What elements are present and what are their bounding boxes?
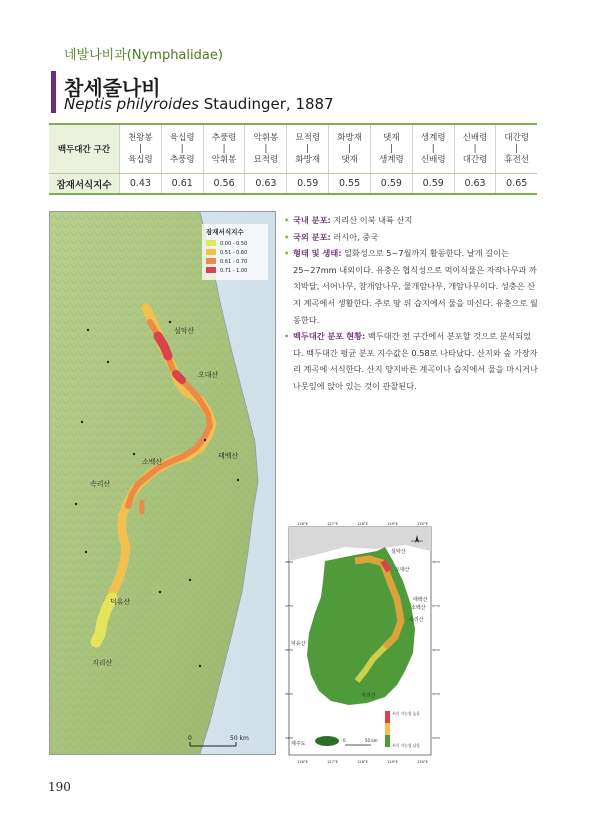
bullet-dot-icon: • [284,231,290,242]
latitude-label: 36°N [432,648,440,652]
place-label-sobaek: 소백산 [142,458,163,466]
longitude-label: 128°E [357,760,368,764]
section-to: 대간령 [462,154,488,165]
latitude-label: 34°N [432,736,440,740]
section-row [49,124,537,174]
latitude-label: 38°N [285,560,293,564]
section-cell [412,124,454,174]
section-sep: | [473,143,477,154]
description-label: 형태 및 생태: [293,248,342,259]
ridge-hotspot-odae [176,374,182,380]
overview-place-odae: 오대산 [395,567,410,573]
survey-point [189,579,191,581]
description-label: 국외 분포: [293,231,331,242]
place-label-taebaek: 태백산 [218,452,239,460]
description-item [284,245,541,328]
section-from: 추풍령 [211,132,237,143]
index-row [49,174,537,195]
index-value-cell: 0.63 [245,174,287,195]
section-from: 대간령 [504,132,530,143]
section-from: 댓재 [383,132,400,143]
section-sep: | [138,143,142,154]
section-sep: | [348,143,351,154]
legend-low-label: 서식 가능성 낮음 [392,743,421,748]
index-value-cell: 0.56 [203,174,245,195]
species-description-list [284,212,541,395]
longitude-label: 128°E [357,522,368,526]
legend-swatch [206,267,216,273]
section-sep: | [180,143,184,154]
latitude-label: 34°N [285,736,293,740]
title-accent-bar [51,71,56,113]
latitude-label: 37°N [432,604,440,608]
map-legend [202,224,268,280]
longitude-label: 126°E [297,522,308,526]
index-value-cell: 0.59 [287,174,329,195]
latitude-label: 38°N [432,560,440,564]
section-from: 묘적령 [295,132,321,143]
section-sep: | [515,143,519,154]
habitat-index-table [49,123,537,195]
page-number: 190 [48,780,71,794]
section-to: 화방재 [295,154,321,165]
longitude-label: 127°E [327,760,338,764]
longitude-label: 129°E [387,522,398,526]
legend-swatch [206,240,216,246]
description-item [284,229,541,246]
overview-place-seorak: 설악산 [391,549,406,555]
index-row-header: 잠재서식지수 [49,174,120,195]
section-sep: | [431,143,435,154]
section-cell [120,124,162,174]
index-value-cell: 0.65 [496,174,537,195]
legend-label: 0.71 - 1.00 [220,268,248,274]
section-cell [287,124,329,174]
overview-scale-zero: 0 [343,738,346,743]
place-label-deogyu: 덕유산 [110,598,131,606]
section-to: 악휘봉 [211,154,237,165]
legend-label: 0.00 - 0.50 [220,241,248,247]
index-value-cell: 0.55 [329,174,371,195]
baekdudaegan-habitat-map [49,211,276,755]
section-from: 생계령 [420,132,446,143]
survey-point [75,503,77,505]
legend-swatch [206,249,216,255]
section-cell [496,124,537,174]
survey-point [107,361,109,363]
legend-high-label: 서식 가능성 높음 [392,711,421,716]
section-sep: | [264,143,268,154]
index-value-cell: 0.43 [120,174,162,195]
section-to: 신배령 [420,154,446,165]
overview-place-deogyu: 덕유산 [291,641,306,647]
bullet-dot-icon: • [284,215,290,225]
overview-place-jeju: 제주도 [291,741,306,747]
description-label: 국내 분포: [293,215,331,225]
section-cell [203,124,245,174]
index-value-cell: 0.63 [454,174,496,195]
section-from: 육십령 [169,132,195,143]
description-label: 백두대간 분포 현황: [293,331,366,342]
survey-point [133,453,135,455]
section-cell [370,124,412,174]
scale-zero: 0 [188,735,192,742]
longitude-label: 129°E [387,760,398,764]
latitude-label: 35°N [432,692,440,696]
overview-place-taebaek: 태백산 [413,597,428,603]
overview-place-jiri: 지리산 [361,693,376,699]
longitude-label: 130°E [417,522,428,526]
section-sep: | [306,143,310,154]
latitude-label: 36°N [285,648,293,652]
longitude-label: 130°E [417,760,428,764]
survey-point [199,665,201,667]
overview-place-sobaek: 소백산 [411,605,426,611]
overview-place-songni: 속리산 [409,617,424,623]
description-item [284,328,541,394]
place-label-songni: 속리산 [90,480,111,488]
index-value-cell: 0.59 [412,174,454,195]
place-label-seorak: 설악산 [174,327,195,335]
species-title-scientific [64,95,334,113]
survey-point [85,551,87,553]
survey-point [169,321,171,323]
jeju-island [315,736,339,746]
legend-title: 잠재서식지수 [206,228,244,236]
habitat-map-svg [50,212,275,754]
section-from: 천왕봉 [128,132,153,143]
section-cell [454,124,496,174]
section-from: 화방재 [337,132,362,143]
longitude-label: 126°E [297,760,308,764]
place-label-odae: 오대산 [198,371,219,379]
survey-point [204,439,206,441]
overview-scale-max: 50 km [365,738,378,743]
scientific-author: Staudinger, 1887 [203,95,334,113]
section-row-header: 백두대간 구간 [49,124,120,174]
description-text: 러시아, 중국 [333,231,379,242]
section-to: 추풍령 [169,154,195,165]
bullet-dot-icon: • [284,331,290,342]
description-text: 백두대간 전 구간에서 분포할 것으로 분석되었다. 백두대간 평균 분포 지수값은 0.58로 나타났다. 산지와 숲 가장자리 계곡에 서식한다. 산지 양지바른 계곡이나 습지에서 물을 마시거나 나뭇잎에 앉아 있는 것이 관찰된다. [293,331,538,391]
section-from: 신배령 [462,132,488,143]
survey-point [87,329,89,331]
survey-point [237,479,239,481]
section-cell [245,124,287,174]
index-value-cell: 0.59 [370,174,412,195]
korea-overview-map [285,521,440,767]
section-sep: | [389,143,393,154]
description-item [284,212,541,229]
latitude-label: 35°N [285,692,293,696]
scale-max: 50 km [230,735,249,742]
section-from: 악휘봉 [253,132,279,143]
section-cell [329,124,371,174]
section-to: 생계령 [379,154,404,165]
legend-label: 0.51 - 0.60 [220,250,248,256]
legend-ramp-mid [385,723,390,735]
survey-point [81,421,83,423]
section-to: 댓재 [341,154,358,165]
overview-map-svg [285,521,440,767]
legend-ramp-low [385,735,390,747]
section-cell [161,124,203,174]
section-sep: | [222,143,226,154]
longitude-label: 127°E [327,522,338,526]
scientific-binomial: Neptis philyroides [64,95,199,113]
section-to: 묘적령 [253,154,279,165]
legend-swatch [206,258,216,264]
species-title-korean: 참세줄나비 [64,76,161,100]
section-to: 육십령 [128,154,153,165]
index-value-cell: 0.61 [161,174,203,195]
section-to: 휴전선 [504,154,530,165]
family-name: 네발나비과(Nymphalidae) [64,48,223,63]
place-label-jiri: 지리산 [92,659,113,667]
description-text: 일화성으로 5~7월까지 활동한다. 날개 길이는 25~27mm 내외이다. 유충은 협식성으로 먹이식물은 자작나무과 까치박달, 서어나무, 참개암나무, 물개암나무, 개암나무이다. 성충은 산지 계곡에서 생활한다. 주로 땅 위 습지에서 물을 마신다. 유충으로 월동한다. [293,248,538,325]
survey-point [159,591,161,593]
description-text: 지리산 이북 내륙 산지 [333,215,413,225]
latitude-label: 37°N [285,604,293,608]
bullet-dot-icon: • [284,248,290,259]
legend-label: 0.61 - 0.70 [220,259,248,265]
